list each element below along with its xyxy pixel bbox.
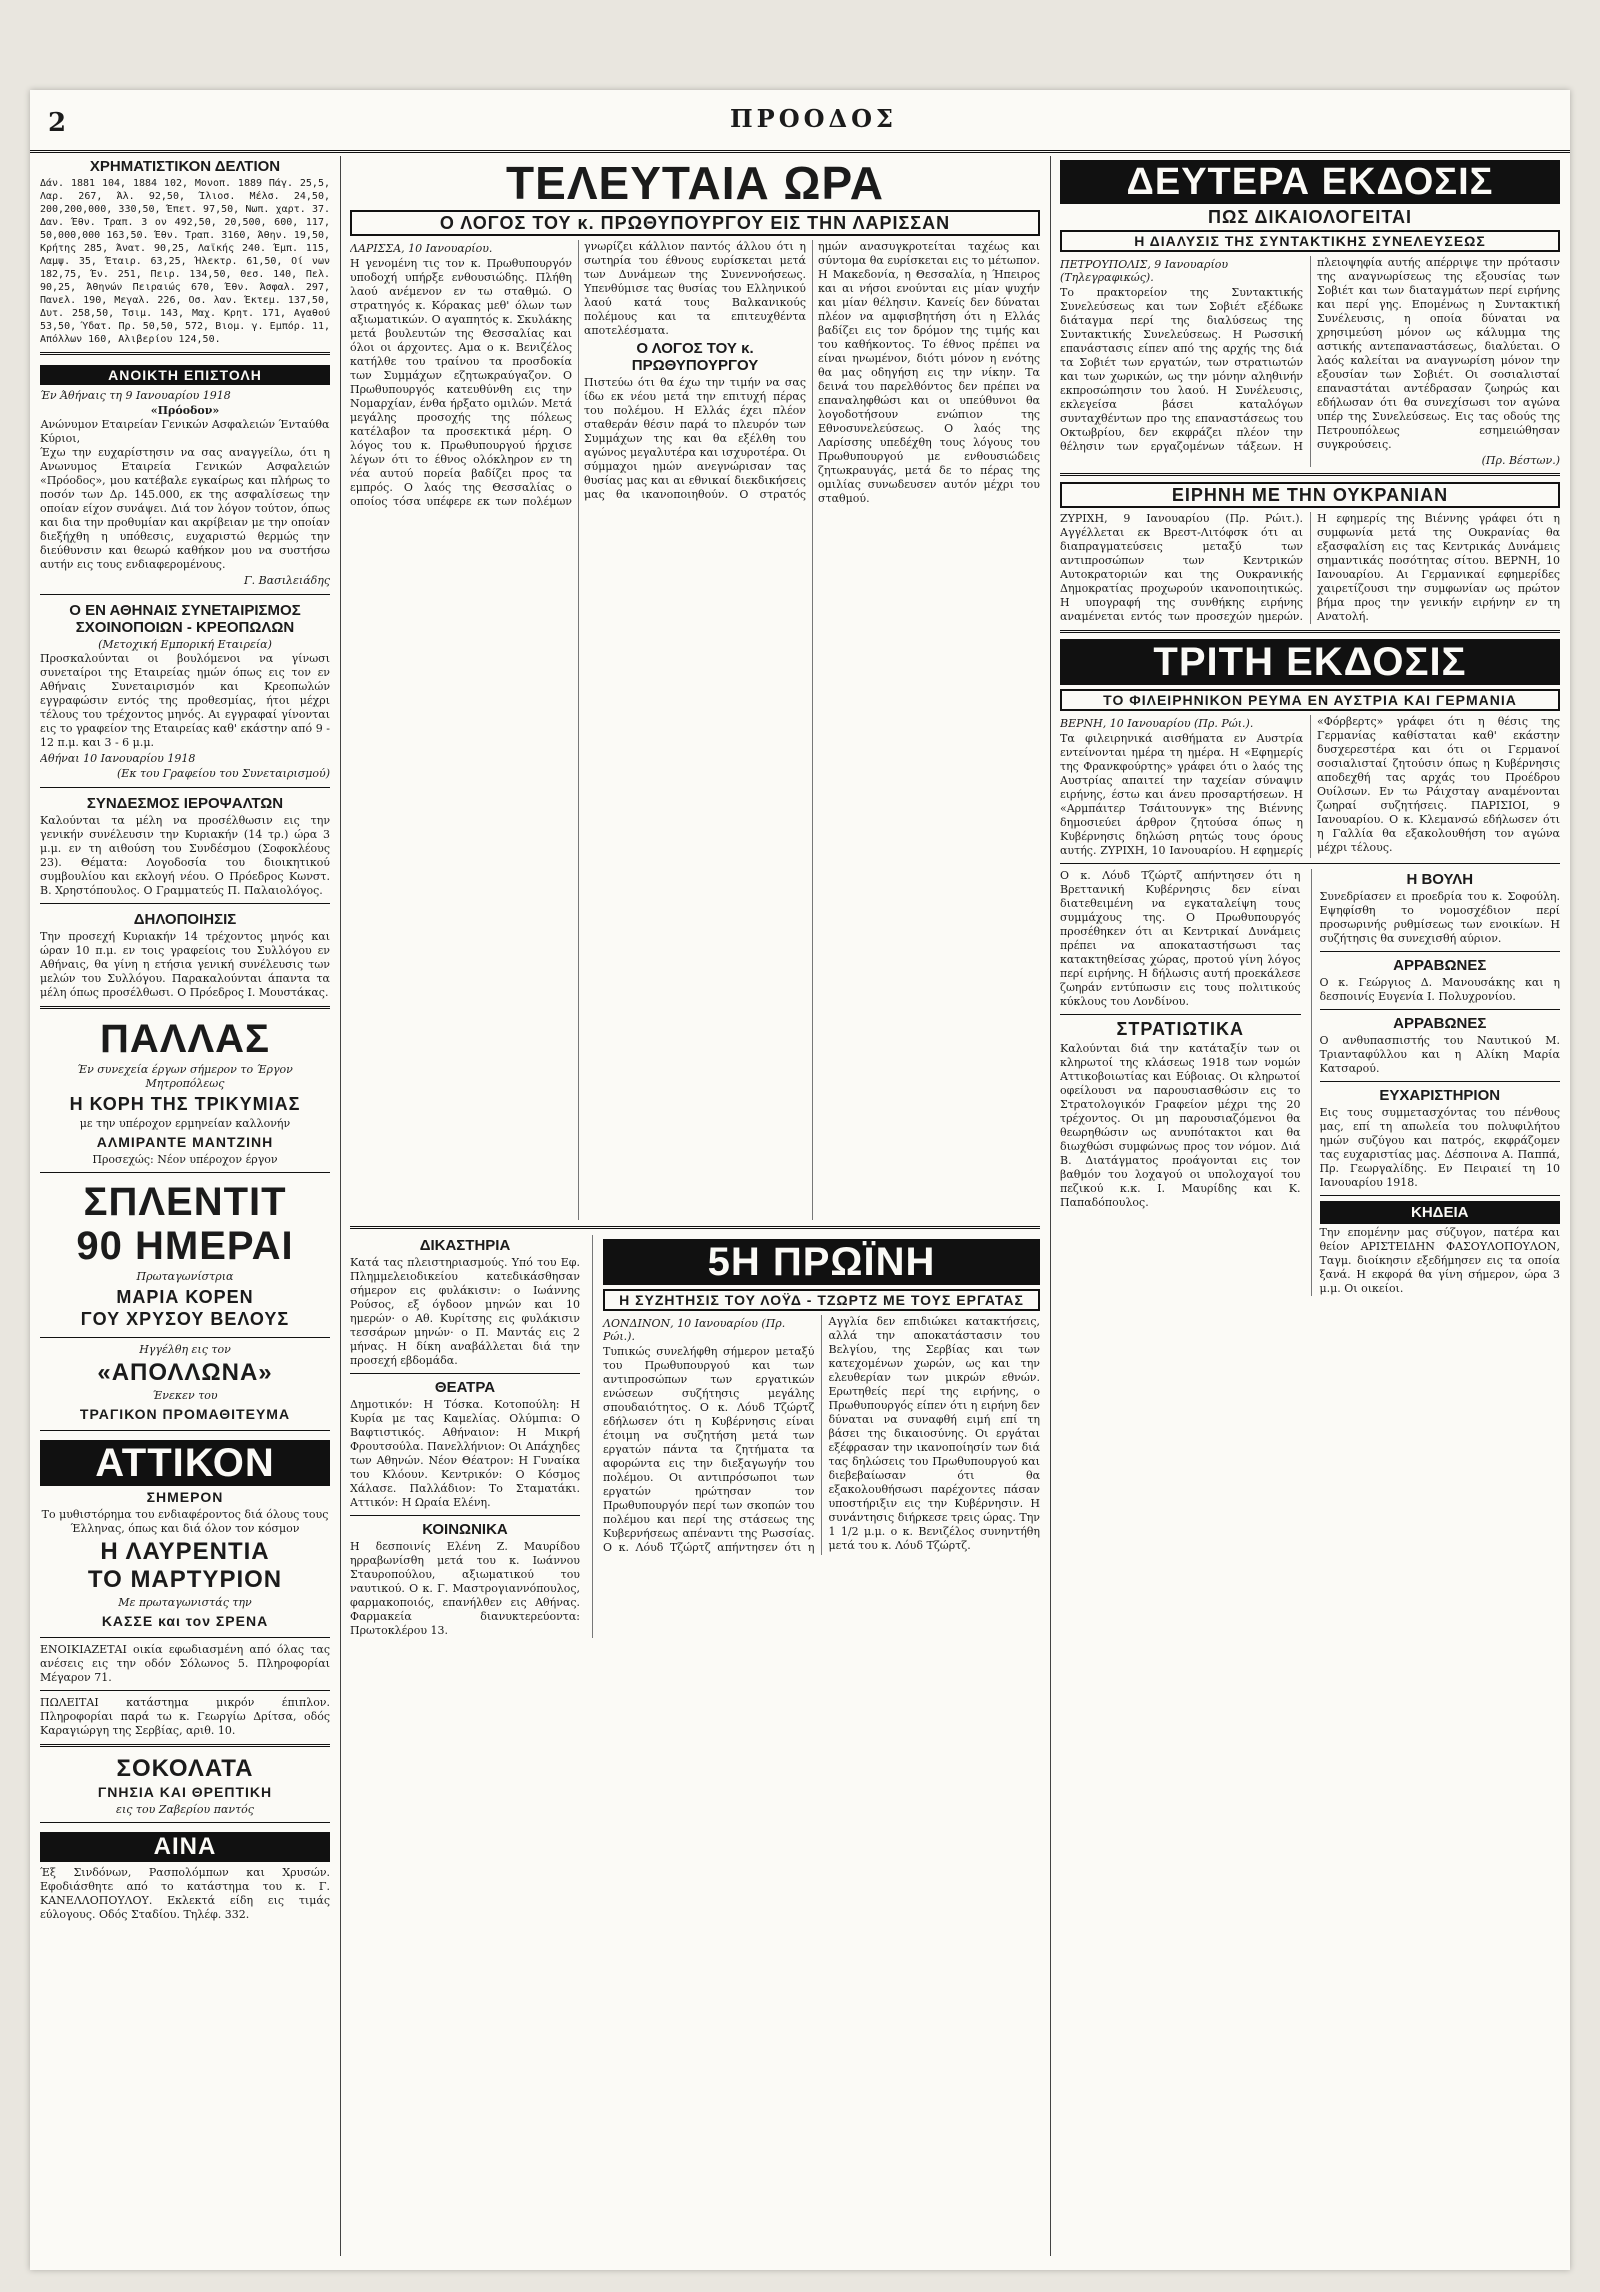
attikon-title: ΑΤΤΙΚΟΝ (40, 1440, 330, 1486)
apollon-title: «ΑΠΟΛΛΩΝΑ» (97, 1359, 273, 1386)
second-edition-source: (Πρ. Βέστων.) (1481, 454, 1560, 467)
third-edition-headline: ΤΟ ΦΙΛΕΙΡΗΝΙΚΟΝ ΡΕΥΜΑ ΕΝ ΑΥΣΤΡΙΑ ΚΑΙ ΓΕΡΜΑΝΙΑ (1060, 689, 1560, 711)
second-edition-body: Το πρακτορείον της Συντακτικής Συνελεύσεως και των Σοβιέτ εξέδωκε διάταγμα περί της διαλύσεως της Συντακτικής Συνελεύσεως. Η Ρωσσική επανάστασις είπεν από της αρχής της διά τα Σοβιέτ των εργατών, των στρατιωτών και των χωρικών, ως την μόνην αληθινήν εκπροσώπησιν του λαού. Η Συνέλευσις, εκλεγείσα βάσει καταλόγων συνταχθέντων προ της επαναστάσεως του Οκτωβρίου, δεν εκφράζει πλέον την θέλησιν των εργαζομένων τάξεων. Η πλειοψηφία αυτής απέρριψε την πρότασιν της αναγνωρίσεως της εξουσίας των Σοβιέτ και των διαταγμάτων περί ειρήνης και περί γης. Επομένως η Συντακτική Συνέλευσις, η οποία δύναται να χρησιμεύση μόνον ως κάλυμμα της αστικής αντεπαναστάσεως, διαλύεται. Ο λαός καλείται να αναγνωρίση μόνον την εξουσίαν των Σοβιέτ. Οι σοσιαλισταί επαναστάται αντέδρασαν ζωηρώς και εδήλωσαν ότι θα συνεχίσωσι τον αγώνα υπέρ της Συνελεύσεως. Εις τας οδούς της Πετρουπόλεως εσημειώθησαν συγκρούσεις. (1060, 256, 1560, 453)
pallas-title: ΠΑΛΛΑΣ (99, 1017, 271, 1061)
parliament-body: Συνεδρίασεν ει προεδρία του κ. Σοφούλη. Εψηφίσθη το νομοσχέδιον περί προσωρινής ρυθμίσεως των ενοικίων. Η συζήτησις θα συνεχισθή αύριον. (1319, 890, 1560, 945)
second-edition-article (1060, 256, 1560, 467)
lower-right-left (1060, 869, 1301, 1296)
classified-sale: ΠΩΛΕΙΤΑΙ κατάστημα μικρόν έπιπλον. Πληροφορίαι παρά τω κ. Γεωργίω Δρίτσα, οδός Καραγιώργη της Σερβίας, αριθ. 10. (40, 1696, 330, 1737)
second-edition-subheadline: Η ΔΙΑΛΥΣΙΣ ΤΗΣ ΣΥΝΤΑΚΤΙΚΗΣ ΣΥΝΕΛΕΥΣΕΩΣ (1060, 230, 1560, 252)
engagement-title: ΑΡΡΑΒΩΝΕΣ (1393, 1015, 1487, 1032)
engagement-title: ΑΡΡΑΒΩΝΕΣ (1393, 957, 1487, 974)
chocolate-line: ΓΝΗΣΙΑ ΚΑΙ ΘΡΕΠΤΙΚΗ (97, 1784, 273, 1800)
psaltai-title: ΣΥΝΔΕΣΜΟΣ ΙΕΡΟΨΑΛΤΩΝ (86, 795, 284, 812)
attikon-line: Με πρωταγωνιστάς την (118, 1596, 252, 1609)
newspaper-page (30, 90, 1570, 2270)
third-edition-title: ΤΡΙΤΗ ΕΚΔΟΣΙΣ (1060, 639, 1560, 685)
splendid-star: ΜΑΡΙΑ ΚΟΡΕΝ (116, 1287, 254, 1307)
fifth-edition-headline: Η ΣΥΖΗΤΗΣΙΣ ΤΟΥ ΛΟΫΔ - ΤΖΩΡΤΖ ΜΕ ΤΟΥΣ ΕΡΓΑΤΑΣ (603, 1289, 1040, 1311)
announcement (40, 909, 330, 1000)
apollon-film: ΤΡΑΓΙΚΟΝ ΠΡΟΜΑΘΙΤΕΥΜΑ (79, 1406, 291, 1422)
funeral-body: Την επομένην μας σύζυγον, πατέρα και θείον ΑΡΙΣΤΕΙΔΗΝ ΦΑΣΟΥΛΟΠΟΥΛΟΝ, Ταγμ. διοίκησιν εξεδήμησεν εις τα οποία ξανά. Η εκφορά θα γίνη σήμερον, ώρα 3 μ.μ. Οι οικείοι. (1319, 1226, 1560, 1295)
lower-center-left (350, 1235, 580, 1638)
second-edition-headline: ΠΩΣ ΔΙΚΑΙΟΛΟΓΕΙΤΑΙ (1207, 207, 1413, 227)
society-title: ΚΟΙΝΩΝΙΚΑ (422, 1521, 508, 1538)
military-body: Καλούνται διά την κατάταξίν των οι κληρωτοί της κλάσεως 1918 των νομών Αττικοβοιωτίας και Εύβοιας. Οι κληρωτοί οφείλουσι να παρουσιασθώσιν εις το Στρατολογικόν Γραφείον μέχρι της 20 τρέχοντος. Οι μη παρουσιαζόμενοι θα θεωρηθώσιν ως ανυπότακτοι και θα διωχθώσι συμφώνως προς τον νόμον. Διά Β. Διατάγματος προάγονται εις τον βαθμόν του λοχαγού οι υπολοχαγοί του πεζικού κ.κ. Ι. Μαυρίδης και Κ. Παπαδόπουλος. (1060, 1042, 1301, 1209)
finance-body: Δάν. 1881 104, 1884 102, Μονοπ. 1889 Πάγ. 25,5, Λαρ. 267, Άλ. 92,50, Ίλιοσ. Μέλσ. 24,50, 200,200,000, 330,50, Έπετ. 97,50, Νωπ. χαρτ. 37. Δαν. Έθν. Τραπ. 3 ον 492,50, 20,500, 600, 117, 50,000,000 163,50. Έθν. Τραπ. 3160, Άθην. 19,50, Κρήτης 285, Άνατ. 90,25, Λαϊκής 240. Έμπ. 115, Λαμψ. 35, Έταιρ. 63,25, Ήλεκτρ. 61,50, Οί νων 182,75, Έν. 251, Πειρ. 134,50, Θεσ. 140, Πελ. 90,25, Άθηνών Πειραιώς 670, Έθν. Άσφαλ. 297, Πανελ. 190, Μεγαλ. 226, Οσ. λαν. Έκτεμ. 137,50, Δυτ. 258,50, Τσιμ. 143, Μαχ. Κρητ. 171, Αγαθού 53,50, Ύδατ. Πρ. 50,50, 572, Βιομ. γ. Εμπόρ. 11, Απόλλων 160, Αλιβερίου 124,50. (40, 178, 330, 345)
court-title: ΔΙΚΑΣΤΗΡΙΑ (419, 1237, 511, 1254)
lower-right (1060, 869, 1560, 1296)
pallas-line: με την υπέροχον ερμηνείαν καλλονήν (79, 1117, 291, 1130)
open-letter (40, 361, 330, 589)
ukraine-peace-title: ΕΙΡΗΝΗ ΜΕ ΤΗΝ ΟΥΚΡΑΝΙΑΝ (1060, 482, 1560, 508)
lead-headline: Ο ΛΟΓΟΣ ΤΟΥ κ. ΠΡΩΘΥΠΟΥΡΓΟΥ ΕΙΣ ΤΗΝ ΛΑΡΙΣΣΑΝ (350, 210, 1040, 236)
open-letter-dateline: Έν Άθήναις τη 9 Ιανουαρίου 1918 (40, 389, 231, 402)
third-edition-article (1060, 715, 1560, 858)
classified-rent: ΕΝΟΙΚΙΑΖΕΤΑΙ οικία εφωδιασμένη από όλας τας ανέσεις εις την οδόν Σόλωνος 5. Πληροφορίαι Μέγαρον 71. (40, 1643, 330, 1684)
open-letter-recipient-sub: Ανώνυμον Εταιρείαν Γενικών Ασφαλειών Ένταύθα (40, 418, 330, 431)
pallas-star: ΑΛΜΙΡΑΝΤΕ ΜΑΝΤΖΙΝΗ (96, 1134, 274, 1150)
attikon-film-title: Η ΛΑΥΡΕΝΤΙΑ (100, 1538, 270, 1565)
attikon-cinema-ad (40, 1436, 330, 1632)
lower-center (350, 1235, 1040, 1638)
fifth-edition-body: Τυπικώς συνελήφθη σήμερον μεταξύ του Πρωθυπουργού και των αντιπροσώπων των εργατικών ενώσεων συζήτησις μεγάλης σπουδαιότητος. Ο κ. Λόυδ Τζώρτζ εδήλωσεν ότι η Κυβέρνησις είναι έτοιμη να συζητήση μετά των εργατών πάντα τα ζητήματα τα αφορώντα εις την διεξαγωγήν του πολέμου. Οι αντιπρόσωποι των εργατών ηρώτησαν τον Πρωθυπουργόν περί των σκοπών του πολέμου και περί της στάσεως της Κυβερνήσεως απέναντι της Ρωσσίας. Ο κ. Λόυδ Τζώρτζ απήντησεν ότι η Αγγλία δεν επιδιώκει κατακτήσεις, αλλά την αποκατάστασιν του Βελγίου, της Σερβίας και των κατεχομένων χωρών, ως και την ελευθερίαν των μικρών εθνών. Ερωτηθείς περί της ειρήνης, ο Πρωθυπουργός είπεν ότι η ειρήνη δεν δύναται να συναφθή ειμή επί τη βάσει της δικαιοσύνης. Οι εργάται εξέφρασαν την ικανοποίησίν των διά τας δηλώσεις του Πρωθυπουργού και διεβεβαίωσαν ότι θα εξακολουθήσωσι παρέχοντες πάσαν υποστήριξιν εις την Κυβέρνησιν. Η συνάντησις διήρκεσε τρεις ώρας. Την 1 1/2 μ.μ. ο κ. Βενιζέλος συνηντήθη μετά του κ. Λόυδ Τζώρτζ. (603, 1315, 1040, 1554)
finance-title: ΧΡΗΜΑΤΙΣΤΙΚΟΝ ΔΕΛΤΙΟΝ (89, 158, 281, 175)
pallas-line: Έν συνεχεία έργων σήμερον το Έργον Μητροπόλεως (77, 1063, 293, 1090)
apollon-line: Ένεκεν του (152, 1389, 218, 1402)
chocolate-title: ΣΟΚΟΛΑΤΑ (116, 1755, 254, 1782)
announcement-title: ΔΗΛΟΠΟΙΗΣΙΣ (133, 911, 237, 928)
paper-name: ΠΡΟΟΔΟΣ (730, 104, 898, 133)
apollon-line: Ηγγέλθη εις τον (139, 1343, 231, 1356)
cooperative-signature: (Εκ του Γραφείου του Συνεταιρισμού) (117, 767, 330, 780)
lead-article (350, 240, 1040, 1220)
funeral-title: ΚΗΔΕΙΑ (1320, 1201, 1561, 1224)
cooperative-title: Ο ΕΝ ΑΘΗΝΑΙΣ ΣΥΝΕΤΑΙΡΙΣΜΟΣ ΣΧΟΙΝΟΠΟΙΩΝ - ΚΡΕΟΠΩΛΩΝ (69, 602, 301, 636)
fifth-edition-title: 5Η ΠΡΩΪΝΗ (603, 1239, 1040, 1285)
cooperative-date: Αθήναι 10 Ιανουαρίου 1918 (40, 752, 196, 765)
attikon-stars: ΚΑΣΣΕ και τον ΣΡΕΝΑ (101, 1613, 269, 1629)
second-edition-dateline: ΠΕΤΡΟΥΠΟΛΙΣ, 9 Ιανουαρίου (Τηλεγραφικώς). (1060, 258, 1229, 284)
column-divider (1050, 156, 1051, 2256)
parliament-title: Η ΒΟΥΛΗ (1406, 871, 1474, 888)
cooperative-notice (40, 600, 330, 782)
psaltai-body: Καλούνται τα μέλη να προσέλθωσιν εις την γενικήν συνέλευσιν την Κυριακήν (14 τρ.) ώρα 3 μ.μ. εν τη αιθούση του Συνδέσμου (Σοφοκλέους 23). Θέματα: Λογοδοσία του διοικητικού συμβουλίου και εκλογή νέου. Ο Πρόεδρος Κωνστ. Β. Χρηστόπουλος. Ο Γραμματεύς Π. Παλαιολόγος. (40, 814, 330, 897)
ukraine-peace-article (1060, 512, 1560, 624)
engagement-body: Ο ανθυπασπιστής του Ναυτικού Μ. Τριανταφύλλου και η Αλίκη Μαρία Κατσαρού. (1319, 1034, 1560, 1075)
lead-dateline: ΛΑΡΙΣΣΑ, 10 Ιανουαρίου. (350, 242, 493, 255)
aina-ad (40, 1828, 330, 1922)
court-body: Κατά τας πλειστηριασμούς. Υπό του Εφ. Πλημμελειοδικείου κατεδικάσθησαν σήμερον εις φυλάκισιν: ο Ιωάννης Ρούσος, εξ όγδοον μηνών και 10 ημερών· ο Αθ. Κυρίτσης εις φυλάκισιν τεσσάρων μηνών· ο Π. Μαντάς εις 2 μήνας. Η δίκη αναβάλλεται διά την προσεχή εβδομάδα. (350, 1256, 580, 1367)
aina-body: Έξ Σινδόνων, Ρασπολόμπων και Χρυσών. Εφοδιάσθητε από το κατάστημα του κ. Γ. ΚΑΝΕΛΛΟΠΟΥΛΟΥ. Εκλεκτά είδη εις τιμάς εύλογους. Οδός Σταδίου. Τηλέφ. 332. (40, 1866, 330, 1921)
cooperative-subtitle: (Μετοχική Εμπορική Εταιρεία) (98, 638, 272, 651)
lead-body: Η γενομένη τις τον κ. Πρωθυπουργόν υποδοχή υπήρξε ενθουσιώδης. Πλήθη λαού ανέμενον εν τω σταθμώ. Ο στρατηγός κ. Κόρακας μεθ' όλων των αξιωματικών. Ο αγαπητός κ. Σκυλάκης μετά βουλευτών της Θεσσαλίας και όλοι οι άρχοντες. Αμα ο κ. Βενιζέλος κατήλθε του τραίνου τα προσδοκία των Συμμάχων εζητωκραύγαζον. Ο Πρωθυπουργός κατευθύνθη εις την Νομαρχίαν, ένθα ήρξατο ομιλών. Μετά μεγάλης προσοχής της πόλεως κατέλαβον τα προσεκτικά μέρη. Ο λόγος του κ. Πρωθυπουργού ήρχισε λέγων ότι το έθνος ολόκληρον εν τη νέα αυτού πορεία βαδίζει προς τα εμπρός. Ο λαός της Θεσσαλίας ο οποίος τόσα υπέφερε εκ των πολέμων γνωρίζει κάλλιον παντός άλλου ότι η σωτηρία του έθνους ευρίσκεται μετά των Δυνάμεων της Συνεννοήσεως. Υπενθύμισε τας θυσίας του Ελληνικού λαού κατά τους Βαλκανικούς πολέμους και τα επιτευχθέντα αποτελέσματα. (350, 240, 806, 508)
open-letter-signature: Γ. Βασιλειάδης (244, 574, 330, 587)
cooperative-body: Προσκαλούνται οι βουλόμενοι να γίνωσι συνεταίροι της Εταιρείας ημών όπως εις τον εν Αθήναις Συνεταιρισμόν και Κρεοπωλών εγγραφώσιν εντός της προθεσμίας, ήτοι μέχρι τέλους του τρέχοντος μηνός. Αι εγγραφαί γίνονται εις το γραφείον της Εταιρείας καθ' εκάστην από 9 - 12 π.μ. και 3 - 6 μ.μ. (40, 652, 330, 749)
psaltai-notice (40, 793, 330, 898)
attikon-today: ΣΗΜΕΡΟΝ (146, 1489, 224, 1505)
left-column (40, 156, 330, 2256)
lead-subheading: Ο ΛΟΓΟΣ ΤΟΥ κ. ΠΡΩΘΥΠΟΥΡΓΟΥ (631, 340, 759, 374)
open-letter-salutation: Κύριοι, (40, 432, 81, 445)
last-hour-title: ΤΕΛΕΥΤΑΙΑ ΩΡΑ (506, 157, 884, 209)
attikon-film-subtitle: ΤΟ ΜΑΡΤΥΡΙΟΝ (87, 1566, 283, 1593)
splendid-film-subtitle: ΓΟΥ ΧΡΥΣΟΥ ΒΕΛΟΥΣ (80, 1309, 290, 1329)
splendid-line: Πρωταγωνίστρια (136, 1270, 234, 1283)
third-edition-dateline: ΒΕΡΝΗ, 10 Ιανουαρίου (Πρ. Ρώι.). (1060, 717, 1254, 730)
announcement-body: Την προσεχή Κυριακήν 14 τρέχοντος μηνός και ώραν 10 π.μ. εν τοις γραφείοις του Συλλόγου εν Αθήναις, θα γίνη η ετήσια γενική συνέλευσις των μελών του Συλλόγου. Παρακαλούνται άπαντα τα μέλη όπως προσέλθωσι. Ο Πρόεδρος Ι. Μουστάκας. (40, 930, 330, 999)
engagement-body: Ο κ. Γεώργιος Δ. Μανουσάκης και η δεσποινίς Ευγενία Ι. Πολυχρονίου. (1319, 976, 1560, 1003)
finance-bulletin (40, 156, 330, 346)
third-edition-body-continued: Ο κ. Λόυδ Τζώρτζ απήντησεν ότι η Βρεττανική Κυβέρνησις δεν είναι διατεθειμένη να εγκαταλείψη τους συμμάχους της. Ο Πρωθυπουργός προσέθηκεν ότι αι Κεντρικαί Δυνάμεις πρέπει να αποκαταστήσωσι τας κατακτηθείσας χώρας, προτού γίνη λόγος περί ειρήνης. Η δήλωσις αυτή προεκάλεσε ζωηράν εντύπωσιν εις τους πολιτικούς κύκλους του Λονδίνου. (1060, 869, 1301, 1008)
theatre-body: Δημοτικόν: Η Τόσκα. Κοτοπούλη: Η Κυρία με τας Καμελίας. Ολύμπια: Ο Βαφτιστικός. Αθήναιον: Η Μικρή Φρουτσούλα. Πανελλήνιον: Οι Απάχηδες των Αθηνών. Νέον Θέατρον: Η Γυναίκα του Κλόουν. Κεντρικόν: Ο Κόσμος Χάλασε. Παλλάδιον: Το Σταματάκι. Αττικόν: Η Ωραία Ελένη. (350, 1398, 580, 1509)
aina-title: ΑΙΝΑ (40, 1832, 330, 1862)
splendid-cinema-ad (40, 1178, 330, 1332)
society-body: Η δεσποινίς Ελένη Ζ. Μαυρίδου ηρραβωνίσθη μετά του κ. Ιωάννου Σταυροπούλου, αξιωματικού του ναυτικού. Ο κ. Γ. Μαστρογιαννόπουλος, φαρμακοποιός, επανήλθεν εις Αθήνας. Φαρμακεία διανυκτερεύοντα: Πρωτοκλέρου 13. (350, 1540, 580, 1637)
splendid-film-title: 90 ΗΜΕΡΑΙ (76, 1224, 294, 1268)
center-column (350, 156, 1040, 2256)
military-title: ΣΤΡΑΤΙΩΤΙΚΑ (1116, 1019, 1244, 1039)
pallas-film-title: Η ΚΟΡΗ ΤΗΣ ΤΡΙΚΥΜΙΑΣ (69, 1094, 301, 1114)
second-edition-title: ΔΕΥΤΕΡΑ ΕΚΔΟΣΙΣ (1060, 160, 1560, 204)
theatre-title: ΘΕΑΤΡΑ (434, 1379, 496, 1396)
chocolate-ad (40, 1753, 330, 1817)
column-divider (340, 156, 341, 2256)
fifth-edition-dateline: ΛΟΝΔΙΝΟΝ, 10 Ιανουαρίου (Πρ. Ρώι.). (603, 1317, 786, 1343)
third-edition-body: Τα φιλειρηνικά αισθήματα εν Αυστρία εντείνονται ημέρα τη ημέρα. Η «Εφημερίς της Φρανκφούρτης» γράφει ότι ο λαός της Αυστρίας απαιτεί την ταχείαν σύναψιν ειρήνης, έστω και άνευ προσαρτήσεων. Η «Αρμπάιτερ Τσάιτουνγκ» της Βιέννης δημοσιεύει άρθρον ζητούσα όπως η Κυβέρνησις δηλώση ρητώς τους όρους αυτής. ΖΥΡΙΧΗ, 10 Ιανουαρίου. Η εφημερίς «Φόρβερτς» γράφει ότι η θέσις της Γερμανίας καθίσταται καθ' εκάστην δυσχερεστέρα και ότι οι Γερμανοί σοσιαλισταί ζητούσιν όπως η Κυβέρνησις αποδεχθή τας αρχάς του Προέδρου Ουίλσων. Εν τω Ράιχσταγ αναμένονται ζωηραί συζητήσεις. ΠΑΡΙΣΙΟΙ, 9 Ιανουαρίου. Ο κ. Κλεμανσώ εδήλωσεν ότι η Γαλλία θα εξακολουθήση τον αγώνα μέχρι τέλους. (1060, 715, 1560, 857)
splendid-title: ΣΠΛΕΝΤΙΤ (83, 1180, 287, 1224)
attikon-line: Το μυθιστόρημα του ενδιαφέροντος διά όλους τους Έλληνας, όπως και διά όλον τον κόσμον (41, 1508, 329, 1535)
page-number: 2 (48, 108, 67, 138)
right-column (1060, 156, 1560, 2256)
masthead (30, 90, 1570, 153)
lower-right-right (1311, 869, 1561, 1296)
fifth-edition (592, 1235, 1040, 1638)
pallas-cinema-ad (40, 1015, 330, 1167)
chocolate-line: εις του Ζαβερίου παντός (116, 1803, 254, 1816)
thanks-title: ΕΥΧΑΡΙΣΤΗΡΙΟΝ (1379, 1087, 1501, 1104)
thanks-body: Εις τους συμμετασχόντας του πένθους μας, επί τη απωλεία του πολυφιλήτου ημών συζύγου και πατρός, εκφράζομεν τας ευχαριστίας μας. Δέσποινα Α. Παππά, Πρ. Γεωργαλίδης. Εν Πειραιεί τη 10 Ιανουαρίου 1918. (1319, 1106, 1560, 1189)
open-letter-body: Έχω την ευχαρίστησιν να σας αναγγείλω, ότι η Ανωνυμος Εταιρεία Γενικών Ασφαλειών «Πρόοδος», μου κατέβαλε εγκαίρως και πλήρως το ποσόν των Δρ. 145.000, εκ της ασφαλίσεως την οποίαν είχον συνάψει. Διά τον λόγον τούτον, όπως και δια την προθυμίαν και ακρίβειαν με την οποίαν διεξήχθη η υπόθεσις, ευχαριστώ θερμώς την διεύθυνσιν και θεωρώ καθήκον μου να συστήσω αυτήν εις τους ενδιαφερομένους. (40, 446, 330, 571)
open-letter-recipient: «Πρόοδον» (150, 404, 220, 417)
ukraine-peace-body: ΖΥΡΙΧΗ, 9 Ιανουαρίου (Πρ. Ρώιτ.). Αγγέλλεται εκ Βρεστ-Λιτόφσκ ότι αι διαπραγματεύσεις μεταξύ των αντιπροσώπων των Κεντρικών Αυτοκρατοριών και της Ουκρανικής Δημοκρατίας προχωρούν ικανοποιητικώς. Η υπογραφή της συνθήκης ειρήνης αναμένεται εντός των προσεχών ημερών. Η εφημερίς της Βιέννης γράφει ότι η συμφωνία μετά της Ουκρανίας θα εξασφαλίση εις τας Κεντρικάς Δυνάμεις σημαντικάς ποσότητας σίτου. ΒΕΡΝΗ, 10 Ιανουαρίου. Αι Γερμανικαί εφημερίδες χαιρετίζουσι την συμφωνίαν ως πρώτον βήμα προς την γενικήν ειρήνην εν τη Ανατολή. (1060, 512, 1560, 623)
fifth-edition-article (603, 1315, 1040, 1555)
open-letter-title: ΑΝΟΙΚΤΗ ΕΠΙΣΤΟΛΗ (40, 365, 330, 385)
lead-body-continued: Πιστεύω ότι θα έχω την τιμήν να σας ίδω εκ νέου μετά την επιτυχή πέρας του πολέμου. Η Ελλάς έχει πλέον σταθεράν θέσιν παρά το πλευρόν των Συμμάχων της και θα εξέλθη του αγώνος μεγαλυτέρα και ισχυροτέρα. Οι σύμμαχοι ημών ανεγνώρισαν τας θυσίας μας και αι εθνικαί διεκδικήσεις μας θα ικανοποιηθούν. Ο στρατός ημών ανασυγκροτείται ταχέως και σύντομα θα ευρίσκεται εις το μέτωπον. Η Μακεδονία, η Θεσσαλία, η Ήπειρος και αι νήσοι ενούνται εις μίαν ψυχήν και μίαν θέλησιν. Κανείς δεν δύναται πλέον να αμφισβητήση ότι η Ελλάς βαδίζει εις τον δρόμον της τιμής και του καθήκοντος. Το έθνος πρέπει να είναι ηνωμένον, διότι μόνον η ενότης θα μας οδηγήση εις την νίκην. Τα δεινά του παρελθόντος δεν πρέπει να επαναληφθώσι και οι υπεύθυνοι θα λογοδοτήσουν ενώπιον της Εθνοσυνελεύσεως. Ο λαός της Λαρίσσης υπεδέχθη τους λόγους του Πρωθυπουργού με ενθουσιώδεις ζητωκραυγάς, μετά δε το πέρας της ομιλίας συνωδευσεν αυτόν μέχρι του σταθμού. (584, 240, 1040, 505)
apollon-cinema-ad (40, 1343, 330, 1425)
pallas-line: Προσεχώς: Νέον υπέροχον έργον (92, 1153, 278, 1166)
